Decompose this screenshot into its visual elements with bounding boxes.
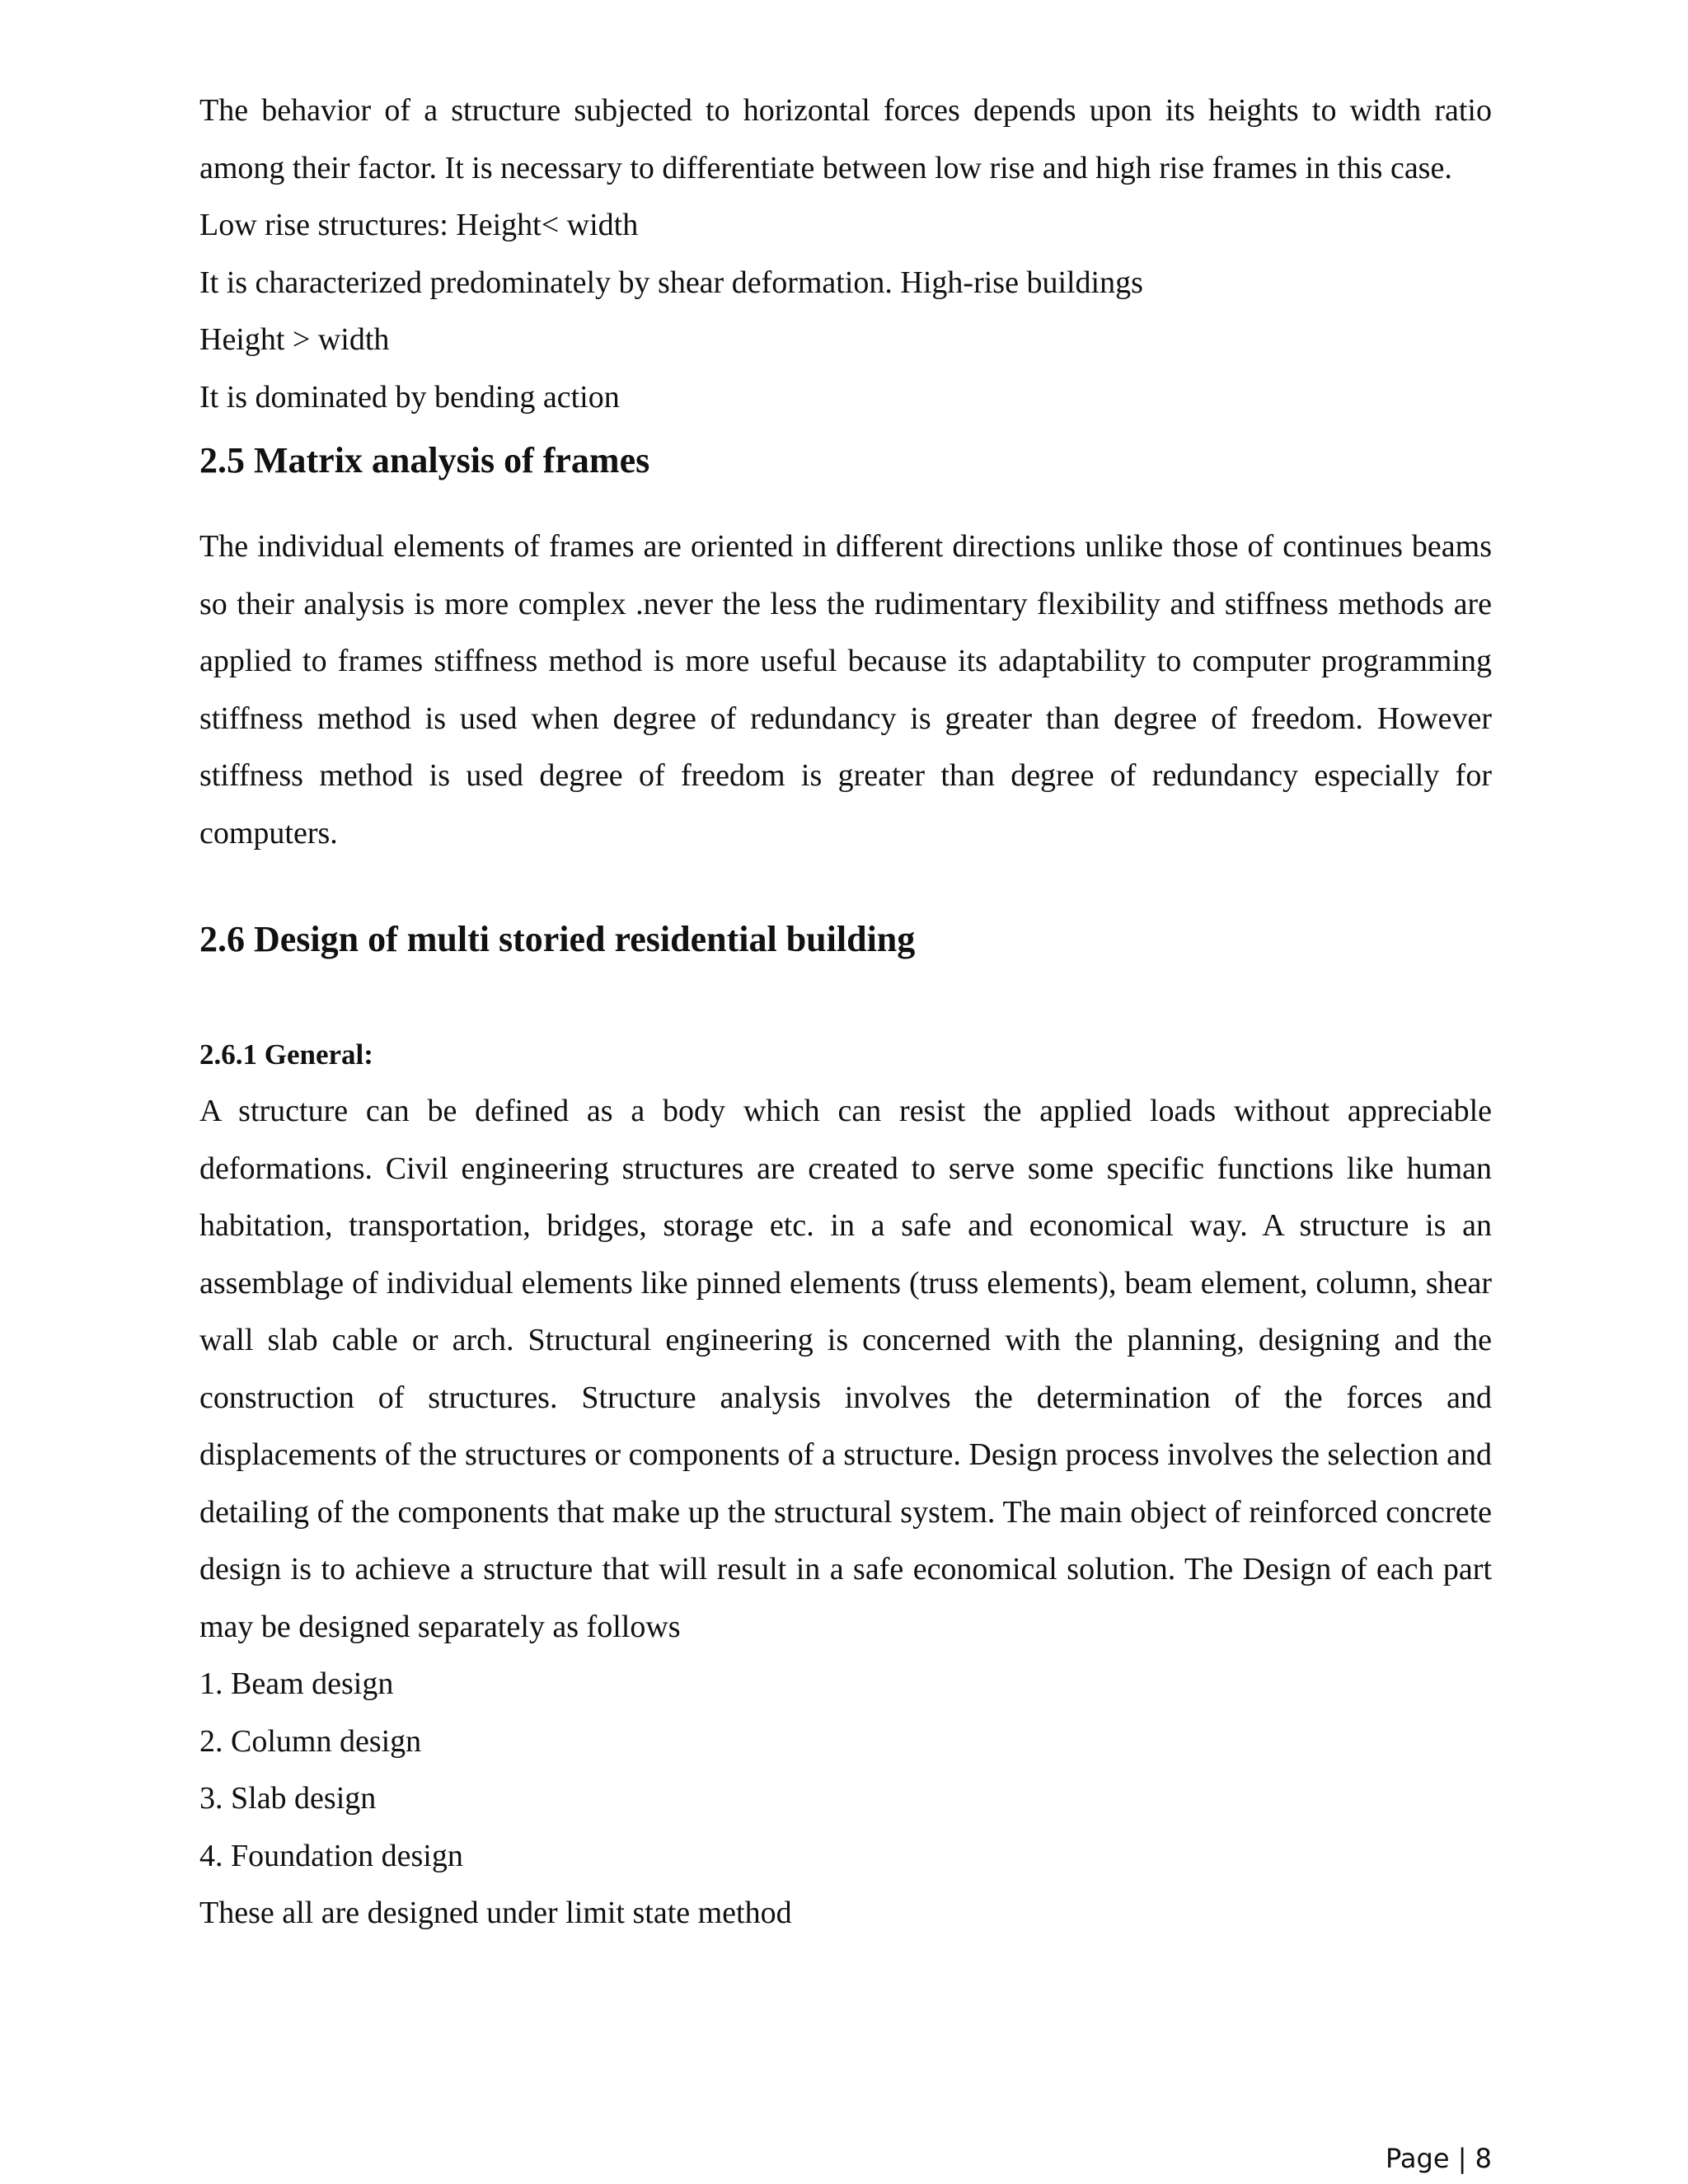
- list-item-beam: 1. Beam design: [199, 1666, 394, 1701]
- section-2-6-heading: 2.6 Design of multi storied residential building: [199, 919, 916, 959]
- page-content: [199, 82, 1492, 1943]
- section-2-6-paragraph: A structure can be defined as a body which can resist the applied loads without appreciable deformations. Civil engineering structures are created to serve some specific functions like human habitation, transportation, bridges, storage etc. in a safe and economical way. A structure is an assemblage of individual elements like pinned elements (truss elements), beam element, column, shear wall slab cable or arch. Structural engineering is concerned with the planning, designing and the construction of structures. Structure analysis involves the determination of the forces and displacements of the structures or components of a structure. Design process involves the selection and detailing of the components that make up the structural system. The main object of reinforced concrete design is to achieve a structure that will result in a safe economical solution. The Design of each part may be designed separately as follows: [199, 1094, 1492, 1644]
- section-2-5-paragraph: The individual elements of frames are oriented in different directions unlike those of continues beams so their analysis is more complex .never the less the rudimentary flexibility and stiffness methods are applied to frames stiffness method is more useful because its adaptability to computer programming stiffness method is used when degree of redundancy is greater than degree of freedom. However stiffness method is used degree of freedom is greater than degree of redundancy especially for computers.: [199, 529, 1492, 851]
- section-2-6-1-heading: 2.6.1 General:: [199, 1038, 373, 1071]
- list-item-column: 2. Column design: [199, 1723, 422, 1759]
- list-item-slab: 3. Slab design: [199, 1781, 377, 1816]
- list-item-foundation: 4. Foundation design: [199, 1838, 463, 1873]
- page-number: Page | 8: [1386, 2143, 1492, 2174]
- shear-line: It is characterized predominately by shear deformation. High-rise buildings: [199, 265, 1143, 300]
- low-rise-line: Low rise structures: Height< width: [199, 208, 639, 242]
- intro-paragraph: The behavior of a structure subjected to horizontal forces depends upon its heights to width ratio among their factor. It is necessary to differentiate between low rise and high rise frames in this case.: [199, 93, 1492, 185]
- closing-line: These all are designed under limit state method: [199, 1896, 792, 1930]
- section-2-5-heading: 2.5 Matrix analysis of frames: [199, 440, 650, 480]
- bending-line: It is dominated by bending action: [199, 379, 620, 415]
- height-line: Height > width: [199, 322, 390, 357]
